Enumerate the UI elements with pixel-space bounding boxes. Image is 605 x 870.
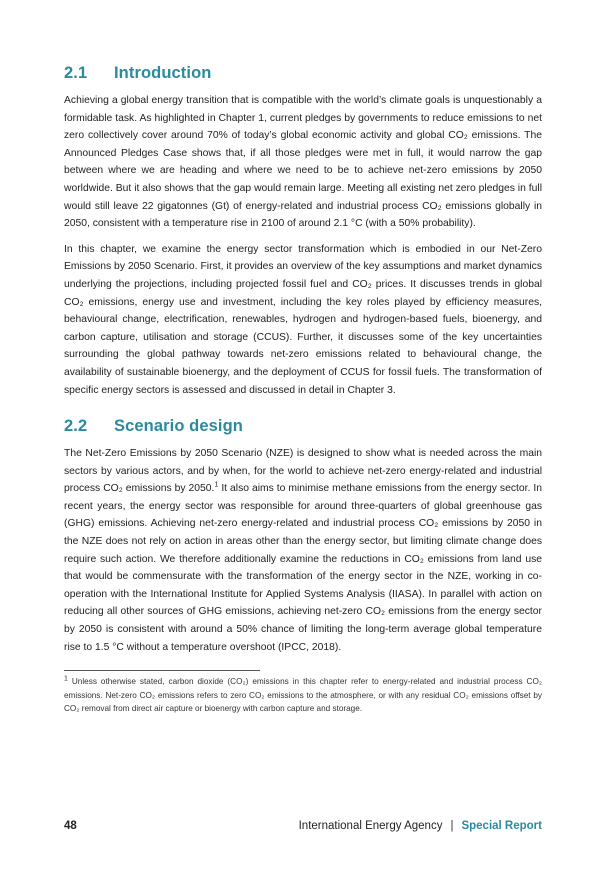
section-title: Introduction xyxy=(114,64,212,82)
scenario-text-part-2: It also aims to minimise methane emissions from the energy sector. In recent years, the energy sector was responsible for around three-quarters of global greenhouse gas (GHG) emissions. Achieving net-zero energy-related and industrial process CO₂ emissions by 2050 in the NZE does not rely on action in areas other than the energy sector, but limiting climate change does require such action. We therefore additionally examine the reductions in CO₂ emissions from land use that would be commensurate with the transformation of the energy sector in the NZE, working in co-operation with the International Institute for Applied Systems Analysis (IIASA). In parallel with action on reducing all other sources of GHG emissions, achieving net-zero CO₂ emissions from the energy sector by 2050 is consistent with around a 50% chance of limiting the long-term average global temperature rise to 1.5 °C without a temperature overshoot (IPCC, 2018). xyxy=(64,483,543,653)
intro-paragraph-2: In this chapter, we examine the energy sector transformation which is embodied in our Net-Zero Emissions by 2050 Scenario. First, it provides an overview of the key assumptions and market dynamics underlying the projections, including projected fossil fuel and CO₂ prices. It discusses trends in global CO₂ emissions, energy use and investment, including the key roles played by efficiency measures, behavioural change, electrification, renewables, hydrogen and hydrogen-based fuels, bioenergy, and carbon capture, utilisation and storage (CCUS). Further, it discusses some of the key uncertainties surrounding the global pathway towards net-zero emissions related to behavioural change, the availability of sustainable bioenergy, and the deployment of CCUS for fossil fuels. The transformation of specific energy sectors is assessed and discussed in detail in Chapter 3. xyxy=(64,243,542,396)
section-number: 2.2 xyxy=(64,417,88,436)
section-title: Scenario design xyxy=(114,417,243,436)
footer-publication xyxy=(299,820,542,832)
page-number: 48 xyxy=(64,820,77,832)
page-content xyxy=(64,60,542,716)
section-heading-scenario-design xyxy=(64,413,542,439)
footer-separator: | xyxy=(450,820,454,832)
scenario-paragraph xyxy=(64,445,542,656)
intro-paragraph-1: Achieving a global energy transition that is compatible with the world’s climate goals is unquestionably a formidable task. As highlighted in Chapter 1, current pledges by governments to reduce emissions to net zero collectively cover around 70% of today’s global economic activity and global CO₂ emissions. The Announced Pledges Case shows that, if all those pledges were met in full, it would narrow the gap between where we are heading and where we need to be to achieve net-zero emissions by 2050 worldwide. But it also shows that the gap would remain large. Meeting all existing net zero pledges in full would still leave 22 gigatonnes (Gt) of energy-related and industrial process CO₂ emissions globally in 2050, consistent with a temperature rise in 2100 of around 2.1 °C (with a 50% probability). xyxy=(64,95,542,230)
footnote-reference[interactable]: 1 xyxy=(214,481,219,489)
publisher-name: International Energy Agency xyxy=(298,820,443,832)
footnote-text: Unless otherwise stated, carbon dioxide (CO₂) emissions in this chapter refer to energy-related and industrial process CO₂ emissions. Net-zero CO₂ emissions refers to zero CO₂ emissions to the atmosphere, or with any residual CO₂ emissions offset by CO₂ removal from direct air capture or bioenergy with carbon capture and storage. xyxy=(64,677,542,714)
section-number: 2.1 xyxy=(64,64,88,82)
report-type: Special Report xyxy=(461,820,542,832)
footnote-marker: 1 xyxy=(64,675,68,683)
page-footer xyxy=(64,820,542,838)
footnote-divider xyxy=(64,670,260,671)
scenario-text-part-1: The Net-Zero Emissions by 2050 Scenario (NZE) is designed to show what is needed across the main sectors by various actors, and by when, for the world to achieve net-zero energy-related and industrial process CO₂ emissions by 2050. xyxy=(64,448,542,495)
section-heading-introduction xyxy=(64,60,542,86)
footnote xyxy=(64,675,542,716)
